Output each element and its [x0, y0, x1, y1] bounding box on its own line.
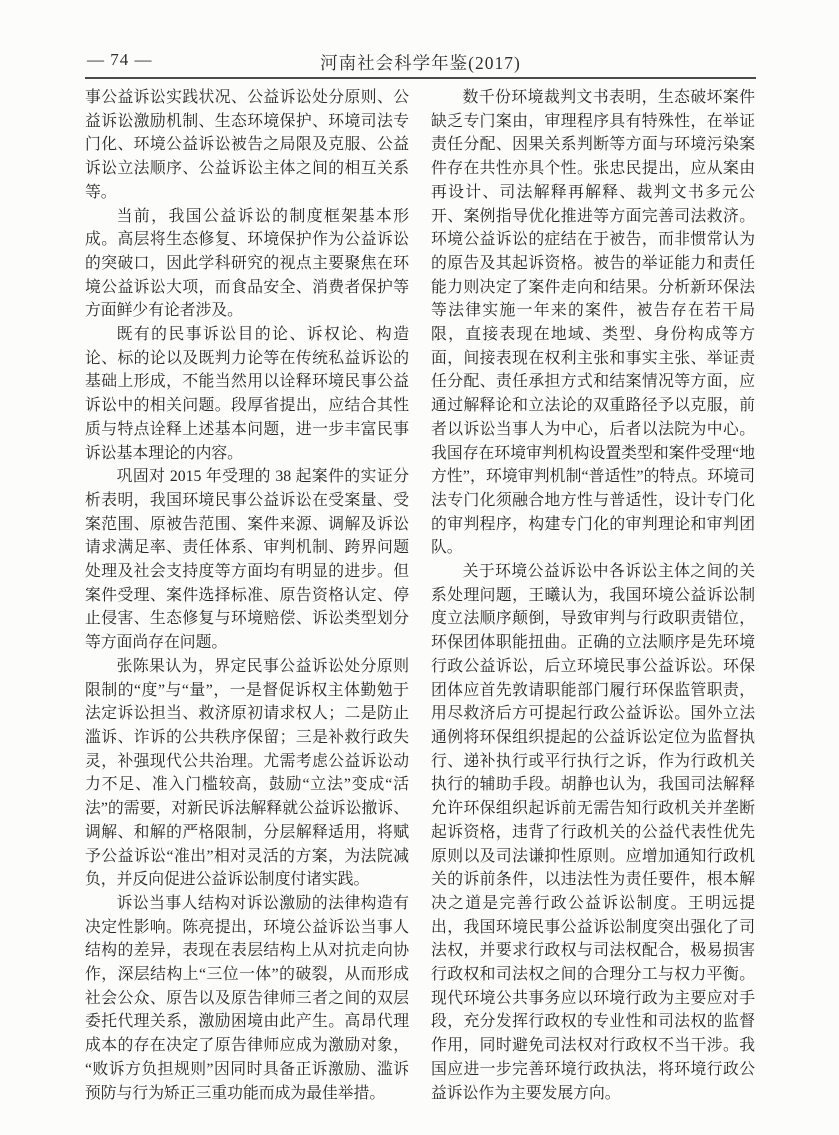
page-header	[85, 50, 756, 72]
journal-title: 河南社会科学年鉴(2017)	[320, 53, 521, 73]
text-columns	[85, 86, 756, 1105]
paragraph: 诉讼当事人结构对诉讼激励的法律构造有决定性影响。陈亮提出，环境公益诉讼当事人结构的差异，表现在表层结构上从对抗走向协作，深层结构上“三位一体”的破裂，从而形成社会公众、原告以及原告律师三者之间的双层委托代理关系，激励困境由此产生。高昂代理成本的存在决定了原告律师应成为激励对象，“败诉方负担规则”因同时具备正诉激励、滥诉预防与行为矫正三重功能而成为最佳举措。	[85, 894, 409, 1102]
paragraph: 数千份环境裁判文书表明，生态破坏案件缺乏专门案由，审理程序具有特殊性，在举证责任分配、因果关系判断等方面与环境污染案件存在共性亦具个性。张忠民提出，应从案由再设计、司法解释再解释、裁判文书多元公开、案例指导优化推进等方面完善司法救济。环境公益诉讼的症结在于被告，而非惯常认为的原告及其起诉资格。被告的举证能力和责任能力则决定了案件走向和结果。分析新环保法等法律实施一年来的案件，被告存在若干局限，直接表现在地域、类型、身份构成等方面，间接表现在权利主张和事实主张、举证责任分配、责任承担方式和结案情况等方面，应通过解释论和立法论的双重路径予以克服，前者以诉讼当事人为中心，后者以法院为中心。我国存在环境审判机构设置类型和案件受理“地方性”，环境审判机制“普适性”的特点。环境司法专门化须融合地方性与普适性，设计专门化的审判程序，构建专门化的审判理论和审判团队。	[431, 89, 755, 557]
paragraph-continuation: 事公益诉讼实践状况、公益诉讼处分原则、公益诉讼激励机制、生态环境保护、环境司法专门化、环境公益诉讼被告之局限及克服、公益诉讼立法顺序、公益诉讼主体之间的相互关系等。	[85, 89, 409, 201]
paragraph: 关于环境公益诉讼中各诉讼主体之间的关系处理问题，王曦认为，我国环境公益诉讼制度立法顺序颠倒，导致审判与行政职责错位，环保团体职能扭曲。正确的立法顺序是先环境行政公益诉讼，后立环境民事公益诉讼。环保团体应首先敦请职能部门履行环保监管职责，用尽救济后方可提起行政公益诉讼。国外立法通例将环保组织提起的公益诉讼定位为监督执行、递补执行或平行执行之诉，作为行政机关执行的辅助手段。胡静也认为，我国司法解释允许环保组织起诉前无需告知行政机关并垄断起诉资格，违背了行政机关的公益代表性优先原则以及司法谦抑性原则。应增加通知行政机关的诉前条件，以违法性为责任要件，根本解决之道是完善行政公益诉讼制度。王明远提出，我国环境民事公益诉讼制度突出强化了司法权，并要求行政权与司法权配合，极易损害行政权和司法权之间的合理分工与权力平衡。现代环境公共事务应以环境行政为主要应对手段，充分发挥行政权的专业性和司法权的监督作用，同时避免司法权对行政权不当干涉。我国应进一步完善环境行政执法，将环境行政公益诉讼作为主要发展方向。	[431, 563, 755, 1102]
paragraph: 巩固对 2015 年受理的 38 起案件的实证分析表明，我国环境民事公益诉讼在受案量、受案范围、原被告范围、案件来源、调解及诉讼请求满足率、责任体系、审判机制、跨界问题处理及社会支持度等方面均有明显的进步。但案件受理、案件选择标准、原告资格认定、停止侵害、生态修复与环境赔偿、诉讼类型划分等方面尚存在问题。	[85, 468, 409, 652]
paragraph: 既有的民事诉讼目的论、诉权论、构造论、标的论以及既判力论等在传统私益诉讼的基础上形成，不能当然用以诠释环境民事公益诉讼中的相关问题。段厚省提出，应结合其性质与特点诠释上述基本问题，进一步丰富民事诉讼基本理论的内容。	[85, 326, 409, 462]
paragraph: 当前，我国公益诉讼的制度框架基本形成。高层将生态修复、环境保护作为公益诉讼的突破口，因此学科研究的视点主要聚焦在环境公益诉讼大项，而食品安全、消费者保护等方面鲜少有论者涉及。	[85, 207, 409, 320]
paragraph: 张陈果认为，界定民事公益诉讼处分原则限制的“度”与“量”，一是督促诉权主体勤勉于法定诉讼担当、救济原初请求权人；二是防止滥诉、诈诉的公共秩序保留；三是补救行政失灵，补强现代公共治理。尤需考虑公益诉讼动力不足、准入门槛较高，鼓励“立法”变成“活法”的需要，对新民诉法解释就公益诉讼撤诉、调解、和解的严格限制，分层解释适用，将赋予公益诉讼“准出”相对灵活的方案，为法院减负，并反向促进公益诉讼制度付诸实践。	[85, 657, 409, 889]
header-rule	[85, 77, 756, 79]
left-column	[85, 86, 409, 1105]
page-number: — 74 —	[87, 50, 153, 69]
right-column	[431, 86, 755, 1105]
